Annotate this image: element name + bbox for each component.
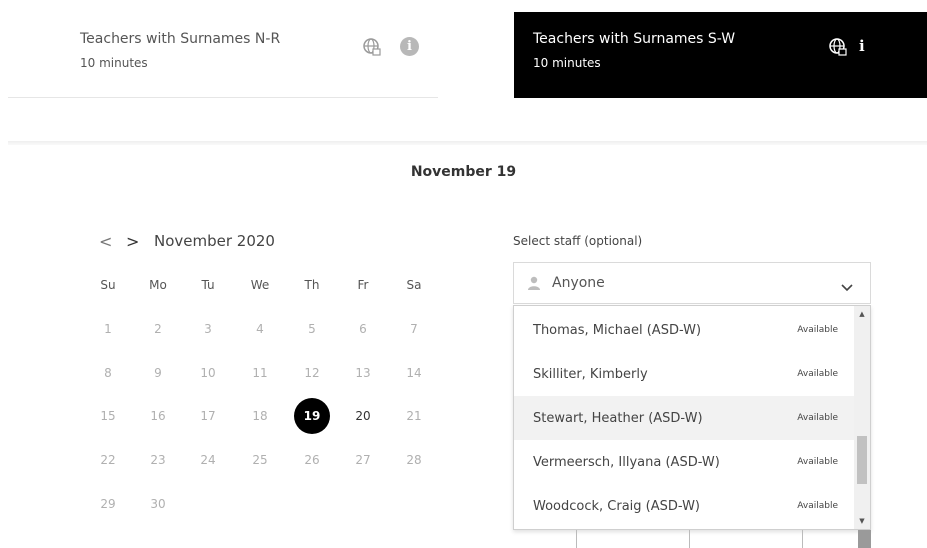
weekday-header: Tu xyxy=(201,278,215,292)
staff-option-status: Available xyxy=(797,501,838,511)
background-grid-line xyxy=(576,530,577,548)
calendar-day-disabled: 3 xyxy=(204,322,212,336)
scroll-down-arrow-icon[interactable]: ▼ xyxy=(859,517,865,525)
calendar-day-disabled: 14 xyxy=(406,366,422,380)
next-month-button[interactable]: > xyxy=(126,232,140,251)
person-icon xyxy=(526,275,542,295)
staff-option[interactable] xyxy=(514,352,856,396)
staff-option-name: Vermeersch, Illyana (ASD-W) xyxy=(533,455,720,470)
calendar-day-disabled: 25 xyxy=(252,453,268,467)
calendar-day-disabled: 23 xyxy=(150,453,166,467)
weekday-header: Su xyxy=(100,278,116,292)
calendar-day-disabled: 17 xyxy=(200,409,216,423)
calendar-day-disabled: 13 xyxy=(355,366,371,380)
calendar-day-disabled: 12 xyxy=(304,366,320,380)
dropdown-scrollbar[interactable] xyxy=(854,306,870,529)
service-card-duration: 10 minutes xyxy=(533,56,601,70)
weekday-header: Th xyxy=(304,278,320,292)
calendar-day-disabled: 29 xyxy=(100,497,116,511)
chevron-down-icon[interactable] xyxy=(840,278,854,297)
calendar-day-disabled: 24 xyxy=(200,453,216,467)
staff-dropdown-list[interactable] xyxy=(513,305,871,530)
staff-option-status: Available xyxy=(797,413,838,423)
scroll-up-arrow-icon[interactable]: ▲ xyxy=(859,310,865,318)
staff-select-value: Anyone xyxy=(552,275,605,291)
calendar-day-disabled: 26 xyxy=(304,453,320,467)
calendar-month-label: November 2020 xyxy=(154,232,275,250)
calendar-day-disabled: 7 xyxy=(410,322,418,336)
weekday-header: Mo xyxy=(149,278,167,292)
staff-option-status: Available xyxy=(797,369,838,379)
service-card-s-w[interactable] xyxy=(514,12,927,98)
staff-option[interactable] xyxy=(514,484,856,528)
globe-icon xyxy=(362,37,382,61)
calendar-day-disabled: 1 xyxy=(104,322,112,336)
staff-option-name: Stewart, Heather (ASD-W) xyxy=(533,411,703,426)
calendar-day-selected[interactable]: 19 xyxy=(294,398,330,434)
background-grid-line xyxy=(689,530,690,548)
staff-select-label: Select staff (optional) xyxy=(513,234,643,248)
calendar-day-disabled: 21 xyxy=(406,409,422,423)
staff-select[interactable] xyxy=(513,262,871,304)
scrollbar-thumb[interactable] xyxy=(857,436,867,484)
service-card-title: Teachers with Surnames N-R xyxy=(80,31,281,47)
staff-option-name: Skilliter, Kimberly xyxy=(533,367,648,382)
section-divider xyxy=(8,141,927,145)
calendar-day-disabled: 4 xyxy=(256,322,264,336)
service-card-n-r[interactable] xyxy=(8,12,438,98)
background-scrollbar xyxy=(858,530,871,548)
staff-option[interactable] xyxy=(514,308,856,352)
calendar-day-disabled: 27 xyxy=(355,453,371,467)
calendar-day-disabled: 5 xyxy=(308,322,316,336)
calendar-day-disabled: 22 xyxy=(100,453,116,467)
calendar-day-disabled: 30 xyxy=(150,497,166,511)
weekday-header: Sa xyxy=(406,278,422,292)
calendar-day[interactable]: 20 xyxy=(355,409,371,423)
staff-option-name: Thomas, Michael (ASD-W) xyxy=(533,323,702,338)
weekday-header: Fr xyxy=(357,278,369,292)
calendar-day-disabled: 16 xyxy=(150,409,166,423)
calendar-day-disabled: 2 xyxy=(154,322,162,336)
staff-option-status: Available xyxy=(797,457,838,467)
staff-option-name: Woodcock, Craig (ASD-W) xyxy=(533,499,700,514)
globe-icon xyxy=(828,37,848,61)
selected-date-heading: November 19 xyxy=(410,164,517,180)
background-grid-line xyxy=(802,530,803,548)
calendar-day-disabled: 9 xyxy=(154,366,162,380)
calendar-day-disabled: 11 xyxy=(252,366,268,380)
calendar-day-disabled: 6 xyxy=(359,322,367,336)
staff-option-status: Available xyxy=(797,325,838,335)
service-card-title: Teachers with Surnames S-W xyxy=(533,31,736,47)
calendar-day-disabled: 15 xyxy=(100,409,116,423)
calendar-day-disabled: 10 xyxy=(200,366,216,380)
service-card-duration: 10 minutes xyxy=(80,56,148,70)
info-icon[interactable]: i xyxy=(859,37,865,55)
calendar-day-disabled: 28 xyxy=(406,453,422,467)
calendar-day-disabled: 8 xyxy=(104,366,112,380)
prev-month-button[interactable]: < xyxy=(99,232,113,251)
staff-option[interactable] xyxy=(514,396,856,440)
weekday-header: We xyxy=(250,278,270,292)
info-icon[interactable]: i xyxy=(400,37,419,56)
calendar-day-disabled: 18 xyxy=(252,409,268,423)
staff-option[interactable] xyxy=(514,440,856,484)
